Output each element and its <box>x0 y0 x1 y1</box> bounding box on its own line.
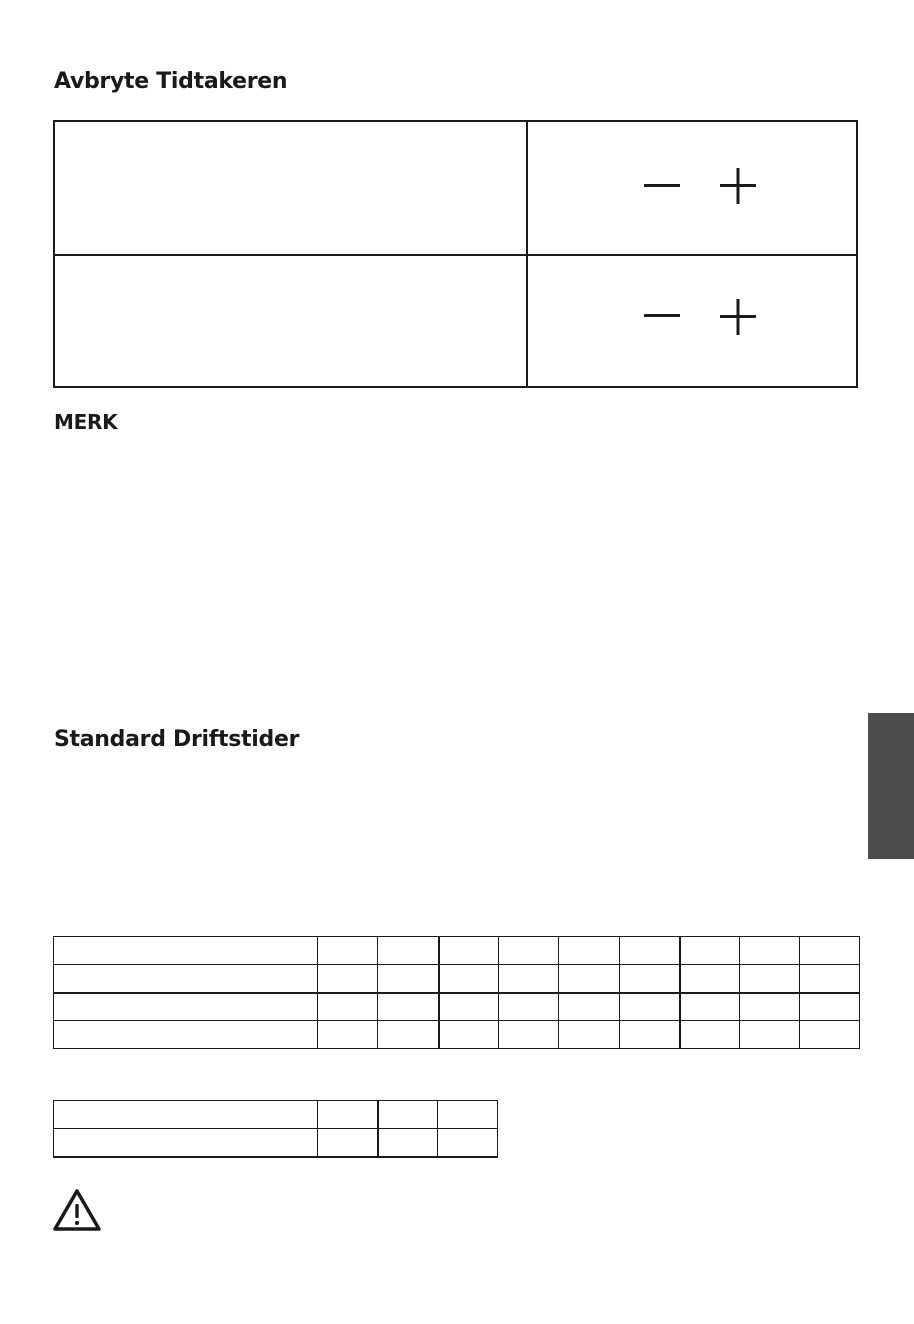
table-cell <box>620 1021 680 1049</box>
table-row <box>54 1021 860 1049</box>
table-cell <box>439 1021 499 1049</box>
table-cell <box>378 1021 439 1049</box>
table-cell <box>740 993 800 1021</box>
table-cell <box>680 1021 740 1049</box>
table-cell <box>318 937 378 965</box>
table-cell <box>438 1129 498 1157</box>
plus-icon <box>720 168 756 204</box>
table-cell <box>740 1021 800 1049</box>
table-cell <box>439 993 499 1021</box>
table-cell <box>378 1129 438 1157</box>
table-cell <box>318 1021 378 1049</box>
table-cell <box>559 965 620 993</box>
warning-triangle-icon <box>52 1188 102 1232</box>
table-cell <box>499 1021 559 1049</box>
operating-times-table <box>53 936 860 1049</box>
table-cell <box>680 937 740 965</box>
table-cell <box>559 993 620 1021</box>
table-cell <box>499 965 559 993</box>
table-cell <box>680 993 740 1021</box>
timer-table-row-2 <box>55 256 856 388</box>
table-cell <box>740 937 800 965</box>
minus-icon <box>644 314 680 318</box>
table-cell <box>800 993 860 1021</box>
table-cell <box>499 937 559 965</box>
table-cell <box>54 965 318 993</box>
table-cell <box>620 993 680 1021</box>
table-cell <box>378 1101 438 1129</box>
table-cell <box>499 993 559 1021</box>
timer-table-divider <box>526 122 528 386</box>
table-cell <box>54 1129 318 1157</box>
table-cell <box>740 965 800 993</box>
table-cell <box>318 1101 378 1129</box>
timer-table-cell-instruction <box>55 122 526 254</box>
table-cell <box>318 993 378 1021</box>
heading-standard-times: Standard Driftstider <box>54 727 300 752</box>
table-cell <box>439 937 499 965</box>
heading-cancel-timer: Avbryte Tidtakeren <box>54 69 288 94</box>
plus-icon <box>720 299 756 335</box>
table-cell <box>559 1021 620 1049</box>
table-cell <box>54 937 318 965</box>
table-cell <box>800 937 860 965</box>
table-row <box>54 1101 498 1129</box>
table-cell <box>620 937 680 965</box>
table-row <box>54 1129 498 1157</box>
table-cell <box>439 965 499 993</box>
minus-icon <box>644 184 680 188</box>
timer-table-cell-instruction <box>55 256 526 388</box>
table-cell <box>680 965 740 993</box>
table-row <box>54 965 860 993</box>
table-cell <box>438 1101 498 1129</box>
table-cell <box>54 1101 318 1129</box>
table-cell <box>54 993 318 1021</box>
table-cell <box>318 965 378 993</box>
table-cell <box>378 993 439 1021</box>
table-cell <box>54 1021 318 1049</box>
timer-table-row-1 <box>55 122 856 256</box>
table-cell <box>800 1021 860 1049</box>
table-cell <box>800 965 860 993</box>
table-row <box>54 937 860 965</box>
table-cell <box>378 965 439 993</box>
table-row <box>54 993 860 1021</box>
table-cell <box>620 965 680 993</box>
chapter-side-tab <box>868 713 914 859</box>
table-cell <box>559 937 620 965</box>
table-cell <box>318 1129 378 1157</box>
operating-times-table-small <box>53 1100 498 1158</box>
timer-table-cell-keys <box>528 256 856 388</box>
table-cell <box>378 937 439 965</box>
heading-note: MERK <box>54 410 118 434</box>
timer-table-cell-keys <box>528 122 856 254</box>
cancel-timer-table <box>53 120 858 388</box>
